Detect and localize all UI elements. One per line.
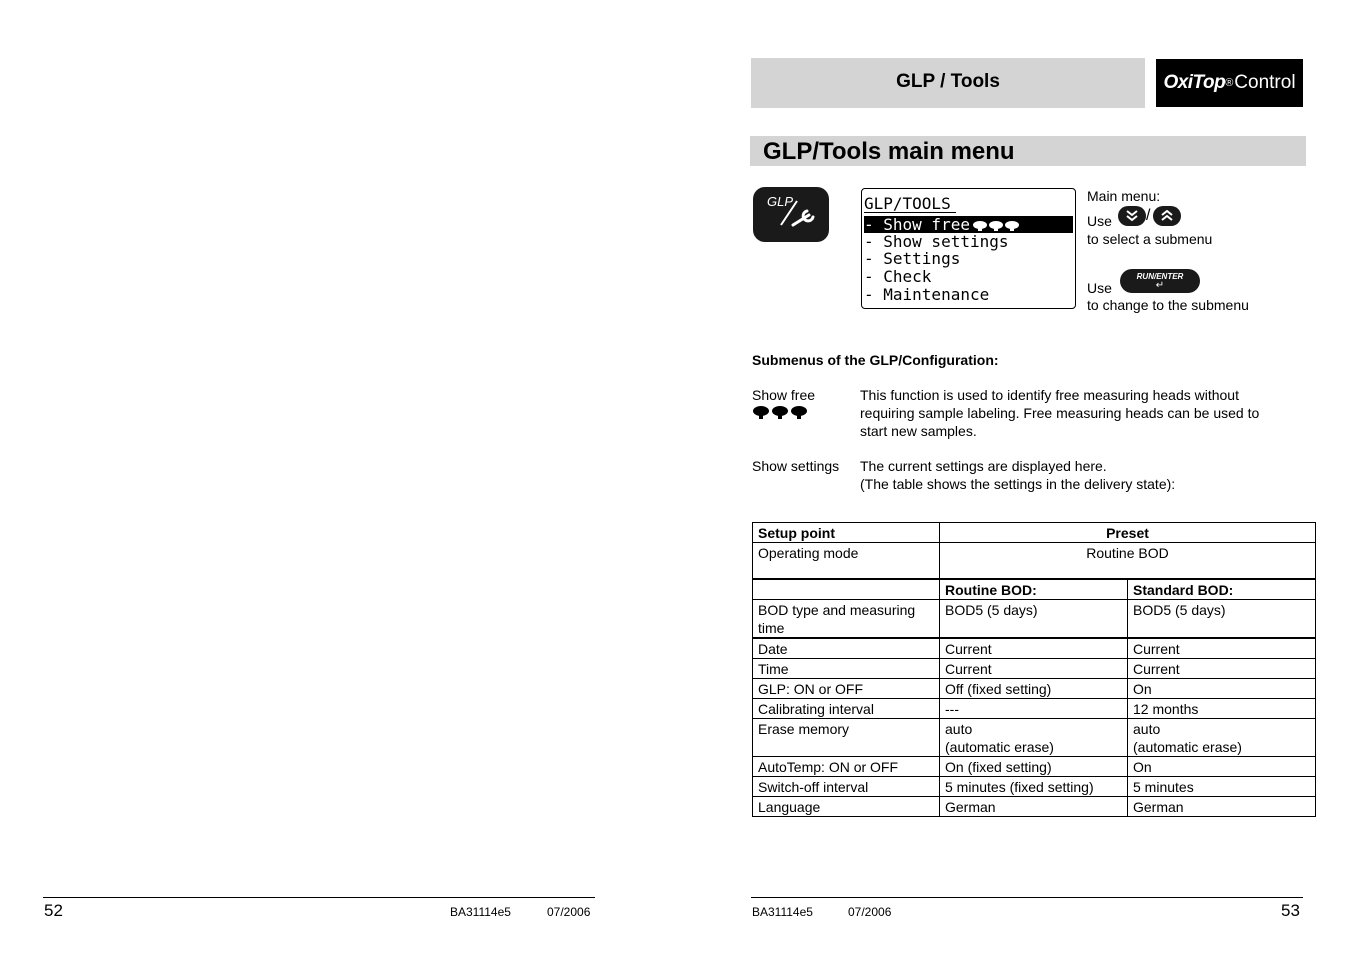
- desc-show-free-line-1: This function is used to identify free measuring heads without: [860, 387, 1239, 403]
- lcd-line-check: - Check: [864, 267, 932, 286]
- cell-setup: AutoTemp: ON or OFF: [753, 756, 940, 776]
- chevron-double-down-icon: [1125, 210, 1139, 222]
- lcd-title: GLP/TOOLS: [864, 195, 956, 213]
- lcd-line-show-free: [864, 216, 1073, 233]
- cell-setup: BOD type and measuring time: [753, 599, 940, 638]
- cell-setup: Operating mode: [753, 543, 940, 579]
- cell-routine: auto (automatic erase): [940, 718, 1128, 756]
- table-row: [753, 756, 1316, 776]
- lcd-line-show-free-text: - Show free: [864, 215, 970, 234]
- settings-table: [752, 522, 1316, 817]
- glp-key-label: GLP: [767, 194, 794, 209]
- header-setup-point: Setup point: [753, 523, 940, 543]
- note-slash: /: [1146, 207, 1151, 224]
- cell-standard: 12 months: [1128, 698, 1316, 718]
- desc-show-free-line-3: start new samples.: [860, 423, 977, 439]
- cell-routine: Current: [940, 658, 1128, 678]
- cell-standard: On: [1128, 678, 1316, 698]
- lcd-line-show-settings: - Show settings: [864, 232, 1009, 251]
- header-section-label: GLP / Tools: [896, 71, 1000, 92]
- desc-show-free-line-2: requiring sample labeling. Free measuring heads can be used to: [860, 405, 1260, 421]
- table-row: [753, 678, 1316, 698]
- cell-routine: ---: [940, 698, 1128, 718]
- footer-doc-left: BA31114e5: [450, 905, 511, 919]
- wrench-icon: [753, 187, 829, 242]
- cell-standard: On: [1128, 756, 1316, 776]
- measuring-heads-icon: [753, 406, 809, 420]
- glp-key: [753, 187, 829, 242]
- cell-routine: Current: [940, 638, 1128, 659]
- cell-standard: Current: [1128, 658, 1316, 678]
- cell-standard: auto (automatic erase): [1128, 718, 1316, 756]
- note-main-menu: Main menu:: [1087, 188, 1161, 204]
- note-use-2: Use: [1087, 280, 1112, 296]
- page-number-right: 53: [1281, 901, 1300, 920]
- cell-setup: GLP: ON or OFF: [753, 678, 940, 698]
- down-key: [1118, 206, 1146, 226]
- table-header-row: [753, 523, 1316, 543]
- table-row-operating-mode: [753, 543, 1316, 579]
- cell-setup: Language: [753, 796, 940, 816]
- cell-setup: Switch-off interval: [753, 776, 940, 796]
- table-row: [753, 658, 1316, 678]
- term-show-settings: Show settings: [752, 458, 840, 474]
- table-subheader-row: [753, 579, 1316, 600]
- run-enter-label: RUN/ENTER: [1136, 271, 1184, 281]
- table-row: [753, 599, 1316, 638]
- cell-setup: Time: [753, 658, 940, 678]
- desc-show-settings: [860, 457, 1175, 493]
- cell-routine: German: [940, 796, 1128, 816]
- footer-rule-left: [43, 897, 595, 898]
- desc-show-settings-line-2: (The table shows the settings in the delivery state):: [860, 476, 1176, 492]
- header-preset: Preset: [940, 523, 1316, 543]
- table-row: [753, 718, 1316, 756]
- note-use-1: Use: [1087, 213, 1112, 229]
- table-row: [753, 796, 1316, 816]
- cell-routine: BOD5 (5 days): [940, 599, 1128, 638]
- cell-standard: 5 minutes: [1128, 776, 1316, 796]
- cell-setup: Erase memory: [753, 718, 940, 756]
- cell-standard: BOD5 (5 days): [1128, 599, 1316, 638]
- note-change-submenu: to change to the submenu: [1087, 297, 1249, 313]
- lcd-line-settings: - Settings: [864, 249, 961, 268]
- submenus-heading: Submenus of the GLP/Configuration:: [752, 352, 999, 368]
- lcd-display: [861, 188, 1076, 309]
- cell-standard: German: [1128, 796, 1316, 816]
- footer-date-right: 07/2006: [848, 905, 892, 919]
- brand-part1: OxiTop: [1163, 72, 1226, 93]
- table-row: [753, 698, 1316, 718]
- subheader-routine: Routine BOD:: [940, 579, 1128, 600]
- footer-rule-right: [751, 897, 1303, 898]
- term-show-free: Show free: [752, 387, 816, 403]
- chevron-double-up-icon: [1160, 210, 1174, 222]
- footer-doc-right: BA31114e5: [752, 905, 813, 919]
- cell-empty: [753, 579, 940, 600]
- brand-logo: [1156, 59, 1303, 107]
- subheader-standard: Standard BOD:: [1128, 579, 1316, 600]
- cell-routine: 5 minutes (fixed setting): [940, 776, 1128, 796]
- table-row: [753, 638, 1316, 659]
- up-key: [1153, 206, 1181, 226]
- brand-part2: Control: [1234, 72, 1296, 93]
- cell-standard: Current: [1128, 638, 1316, 659]
- run-enter-key: [1120, 269, 1200, 293]
- cell-routine: On (fixed setting): [940, 756, 1128, 776]
- desc-show-settings-line-1: The current settings are displayed here.: [860, 458, 1107, 474]
- note-select-submenu: to select a submenu: [1087, 231, 1213, 247]
- footer-date-left: 07/2006: [547, 905, 591, 919]
- desc-show-free: [860, 386, 1259, 440]
- section-title: GLP/Tools main menu: [763, 138, 1015, 165]
- cell-routine: Off (fixed setting): [940, 678, 1128, 698]
- table-row: [753, 776, 1316, 796]
- brand-reg: ®: [1225, 77, 1234, 89]
- cell-preset: Routine BOD: [940, 543, 1316, 579]
- measuring-heads-icon: [972, 220, 1020, 232]
- page-number-left: 52: [44, 901, 63, 920]
- cell-setup: Date: [753, 638, 940, 659]
- lcd-line-maintenance: - Maintenance: [864, 285, 990, 304]
- cell-setup: Calibrating interval: [753, 698, 940, 718]
- enter-icon: ↵: [1155, 279, 1165, 291]
